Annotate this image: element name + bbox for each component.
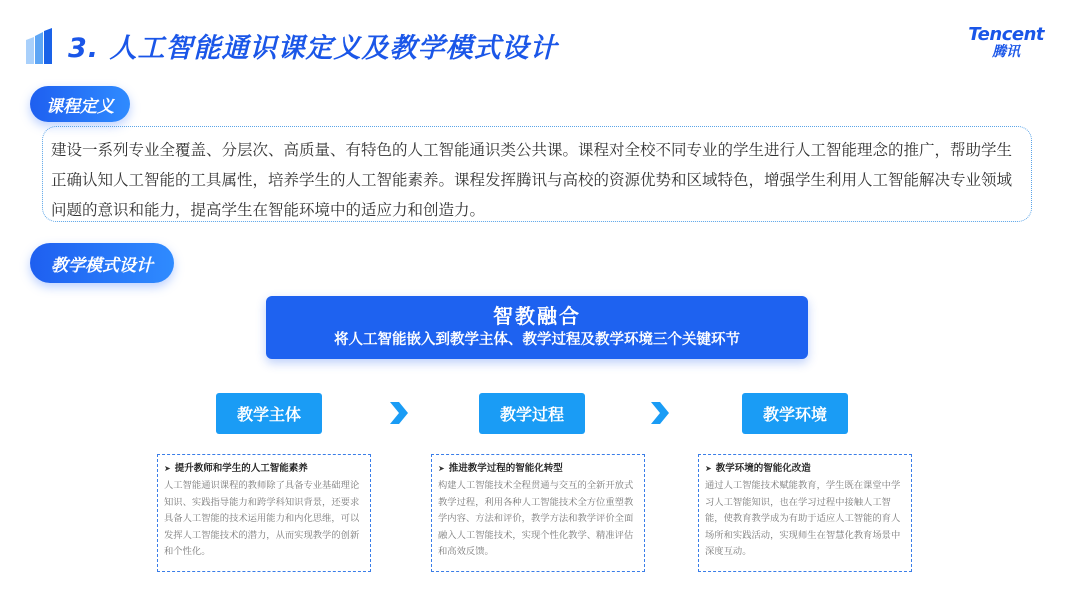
card-process xyxy=(431,454,645,572)
card-title: ➤ 教学环境的智能化改造 xyxy=(705,463,811,474)
brand-en: Tencent xyxy=(968,24,1044,45)
stage-environment: 教学环境 xyxy=(742,393,848,434)
brand-zh: 腾讯 xyxy=(992,44,1021,60)
tencent-logo xyxy=(968,26,1044,60)
card-title: ➤ 提升教师和学生的人工智能素养 xyxy=(164,463,308,474)
triangle-bullet-icon: ➤ xyxy=(705,464,712,473)
definition-text: 建设一系列专业全覆盖、分层次、高质量、有特色的人工智能通识类公共课。课程对全校不同专业的学生进行人工智能理念的推广，帮助学生正确认知人工智能的工具属性，培养学生的人工智能素养。课程发挥腾讯与高校的资源优势和区域特色，增强学生利用人工智能解决专业领域问题的意识和能力，提高学生在智能环境中的适应力和创造力。 xyxy=(42,126,1032,222)
chevron-right-icon xyxy=(648,402,670,424)
banner xyxy=(266,296,808,359)
banner-subtitle: 将人工智能嵌入到教学主体、教学过程及教学环境三个关键环节 xyxy=(334,332,740,348)
mode-label: 教学模式设计 xyxy=(30,243,174,283)
card-subject xyxy=(157,454,371,572)
card-text: 人工智能通识课程的教师除了具备专业基础理论知识、实践指导能力和跨学科知识背景，还要求具备人工智能的技术运用能力和内化思维，可以发挥人工智能技术的潜力，从而实现教学的创新和个性化。 xyxy=(164,480,360,557)
card-environment xyxy=(698,454,912,572)
stage-process: 教学过程 xyxy=(479,393,585,434)
chevron-right-icon xyxy=(387,402,409,424)
triangle-bullet-icon: ➤ xyxy=(164,464,171,473)
card-text: 构建人工智能技术全程贯通与交互的全新开放式教学过程，利用各种人工智能技术全方位重塑教学内容、方法和评价，教学方法和教学评价全面融入人工智能技术，实现个性化教学、精准评估和高效反馈。 xyxy=(438,480,634,557)
card-text: 通过人工智能技术赋能教育，学生既在课堂中学习人工智能知识，也在学习过程中接触人工智能，使教育教学成为有助于适应人工智能的育人场所和实践活动，实现师生在智慧化教育场景中深度互动。 xyxy=(705,480,901,557)
triangle-bullet-icon: ➤ xyxy=(438,464,445,473)
page-title: 3. 人工智能通识课定义及教学模式设计 xyxy=(68,33,558,64)
banner-title: 智教融合 xyxy=(493,304,581,328)
card-title: ➤ 推进教学过程的智能化转型 xyxy=(438,463,563,474)
stage-subject: 教学主体 xyxy=(216,393,322,434)
definition-label: 课程定义 xyxy=(30,86,130,122)
bar-logo-icon xyxy=(26,28,52,64)
